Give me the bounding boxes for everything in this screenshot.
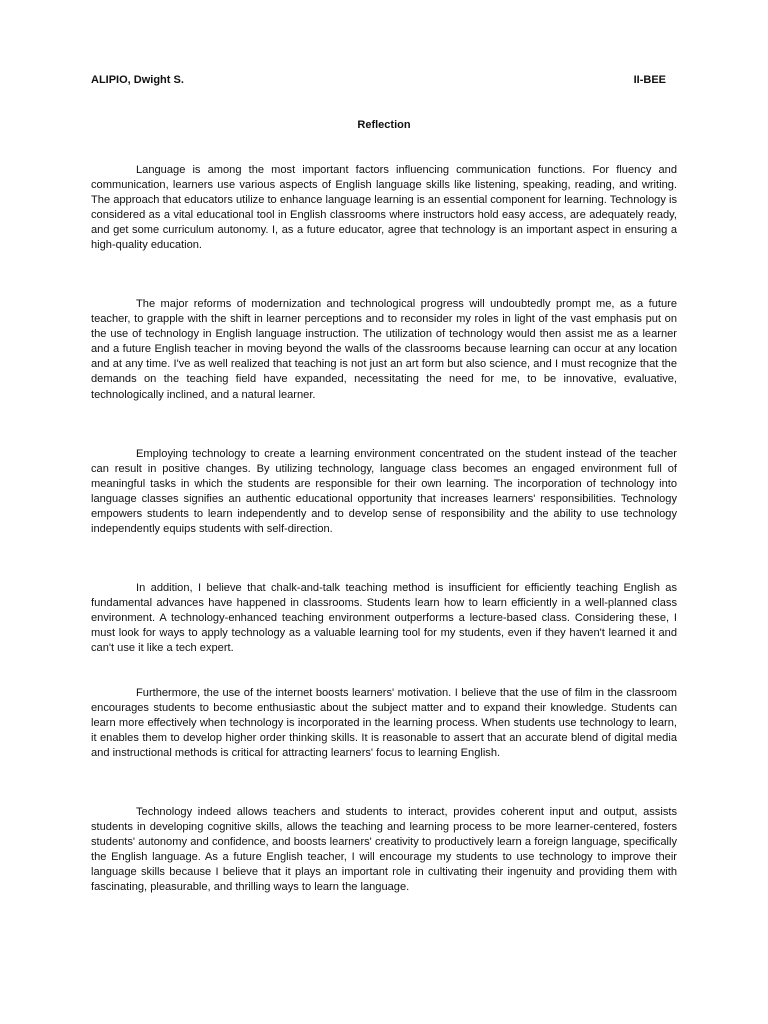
paragraph-5: Furthermore, the use of the internet boosts learners' motivation. I believe that the use of film in the classroom encourages students to become enthusiastic about the subject matter and to expand their knowledge. Students can learn more effectively when technology is incorporated in the learning process. When students use technology to learn, it enables them to develop higher order thinking skills. It is reasonable to assert that an accurate blend of digital media and instructional methods is critical for attracting learners' focus to learning English.: [91, 687, 677, 760]
author-name: ALIPIO, Dwight S.: [91, 74, 184, 86]
paragraph-4: In addition, I believe that chalk-and-talk teaching method is insufficient for efficiently teaching English as fundamental advances have happened in classrooms. Students learn how to learn efficiently in a well-planned class environment. A technology-enhanced teaching environment outperforms a lecture-based class. Considering these, I must look for ways to apply technology as a valuable learning tool for my students, even if they haven't learned it and can't use it like a tech expert.: [91, 582, 677, 655]
paragraph-2: The major reforms of modernization and technological progress will undoubtedly prompt me, as a future teacher, to grapple with the shift in learner perceptions and to reconsider my roles in light of the vast emphasis put on the use of technology in English language instruction. The utilization of technology would then assist me as a learner and a future English teacher in moving beyond the walls of the classrooms because learning can occur at any location and at any time. I've as well realized that teaching is not just an art form but also science, and I must recognize that the demands on the teaching field have expanded, necessitating the need for me, to be innovative, evaluative, technologically inclined, and a natural learner.: [91, 298, 677, 401]
paragraph-3: Employing technology to create a learning environment concentrated on the student instead of the teacher can result in positive changes. By utilizing technology, language class becomes an engaged environment full of meaningful tasks in which the students are responsible for their own learning. The incorporation of technology into language classes signifies an authentic educational opportunity that increases learners' responsibilities. Technology empowers students to learn independently and to develop sense of responsibility and the ability to use technology independently equips students with self-direction.: [91, 448, 677, 536]
paragraph-1: Language is among the most important factors influencing communication functions. For fluency and communication, learners use various aspects of English language skills like listening, speaking, reading, and writing. The approach that educators utilize to enhance language learning is an essential component for learning. Technology is considered as a vital educational tool in English classrooms where instructors hold easy access, are adequately ready, and get some curriculum autonomy. I, as a future educator, agree that technology is an important aspect in ensuring a high-quality education.: [91, 164, 677, 252]
document-header: [91, 74, 676, 90]
document-title: Reflection: [357, 119, 411, 131]
section-label: II-BEE: [633, 74, 666, 86]
paragraph-6: Technology indeed allows teachers and students to interact, provides coherent input and output, assists students in developing cognitive skills, allows the teaching and learning process to be more learner-centered, fosters students' autonomy and confidence, and boosts learners' creativity to productively learn a foreign language, specifically the English language. As a future English teacher, I will encourage my students to use technology to improve their language skills because I believe that it plays an important role in cultivating their ingenuity and providing them with fascinating, pleasurable, and thrilling ways to learn the language.: [91, 806, 677, 894]
